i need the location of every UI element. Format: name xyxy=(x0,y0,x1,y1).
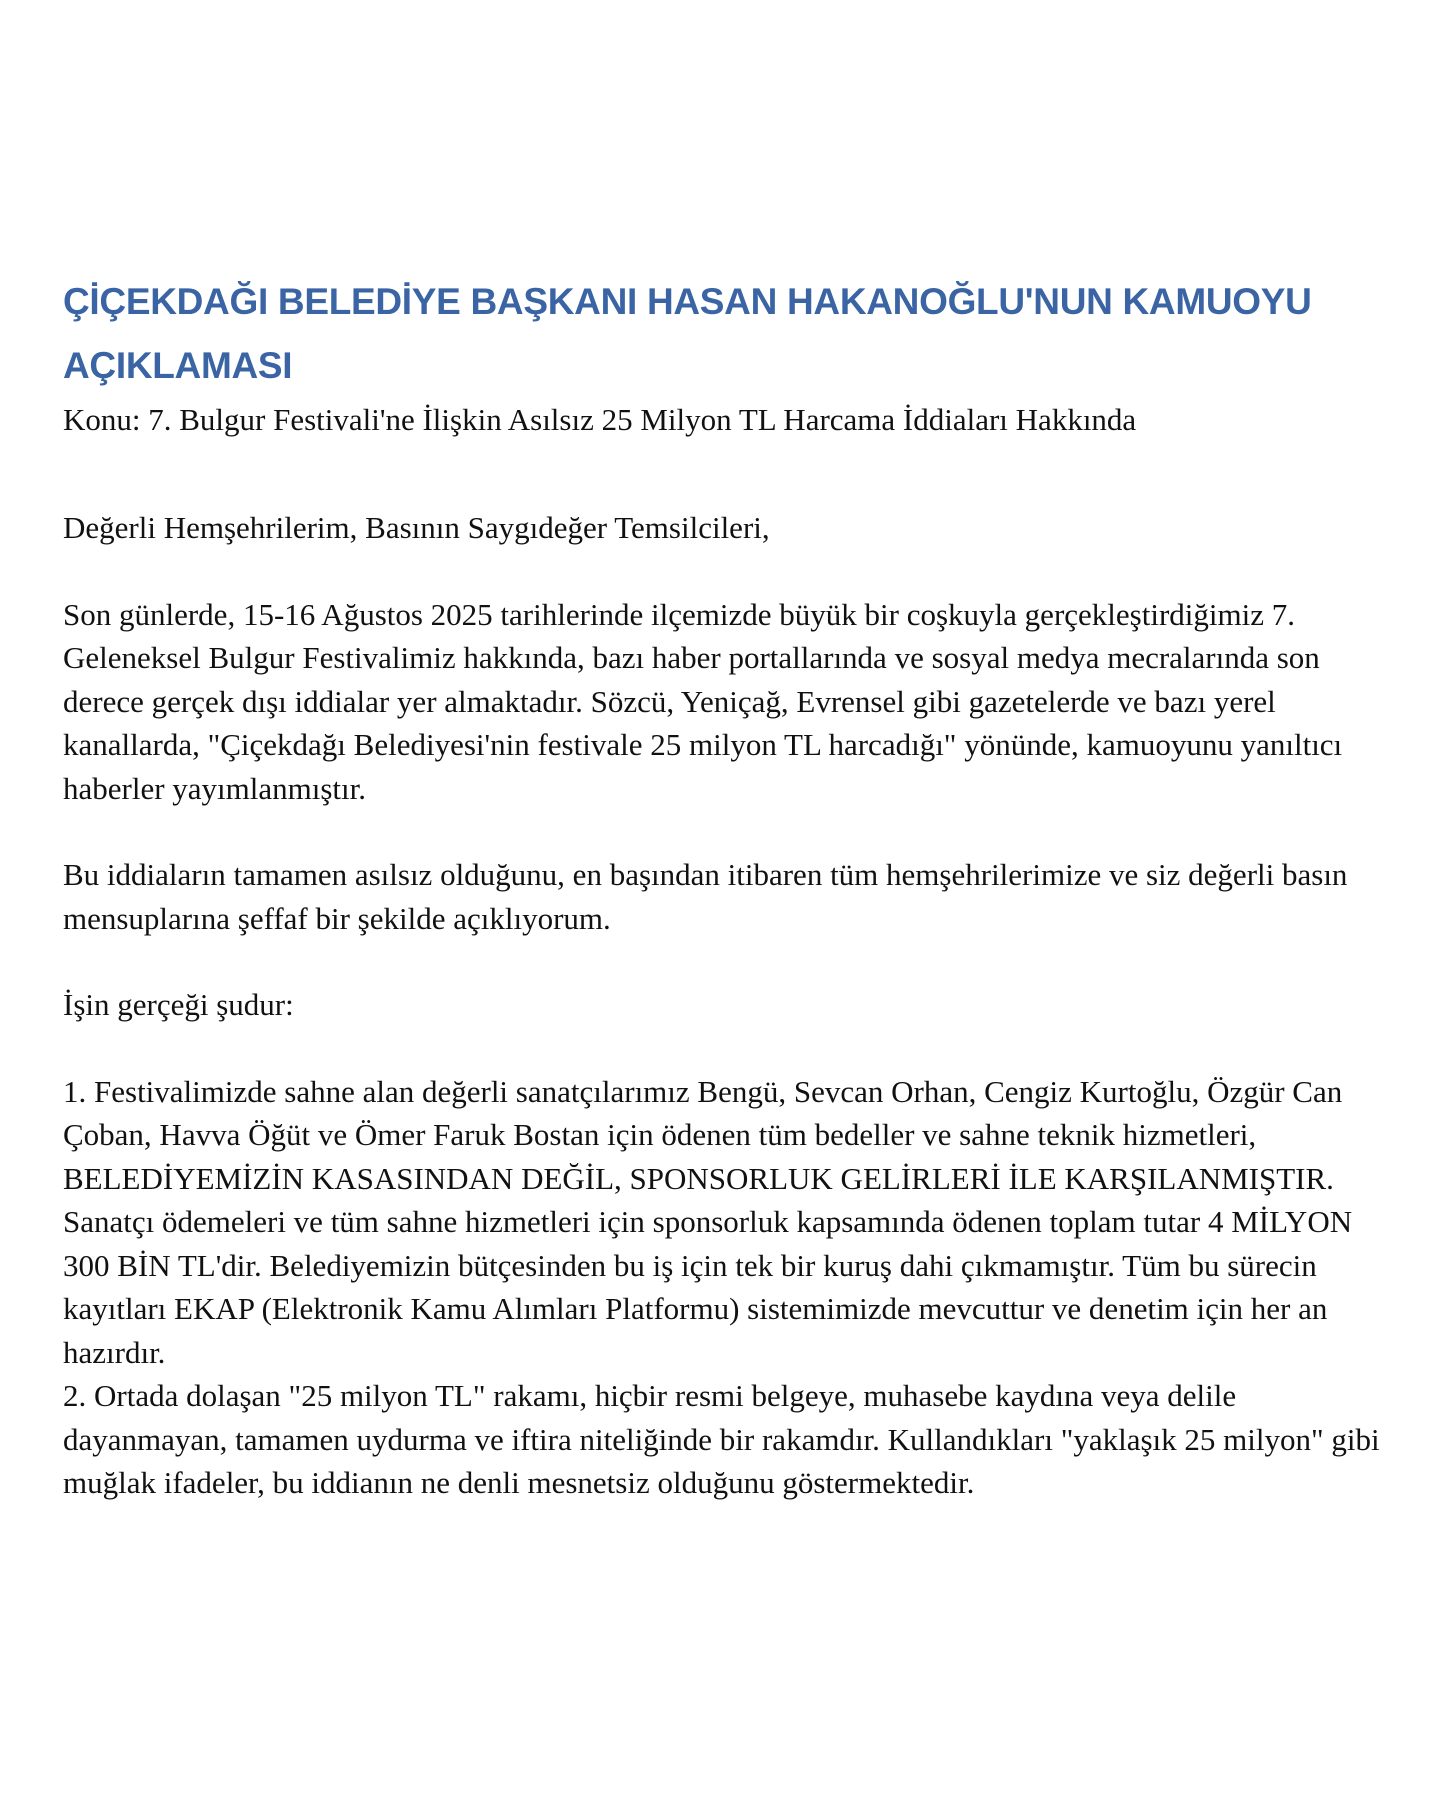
greeting: Değerli Hemşehrilerim, Basının Saygıdeğer Temsilcileri, xyxy=(63,510,770,545)
list-item-1: 1. Festivalimizde sahne alan değerli sanatçılarımız Bengü, Sevcan Orhan, Cengiz Kurtoğlu, Özgür Can Çoban, Havva Öğüt ve Ömer Faruk Bostan için ödenen tüm bedeller ve sahne teknik hizmetleri, BELEDİYEMİZİN KASASINDAN DEĞİL, SPONSORLUK GELİRLERİ İLE KARŞILANMIŞTIR. Sanatçı ödemeleri ve tüm sahne hizmetleri için sponsorluk kapsamında ödenen toplam tutar 4 MİLYON 300 BİN TL'dir. Belediyemizin bütçesinden bu iş için tek bir kuruş dahi çıkmamıştır. Tüm bu sürecin kayıtları EKAP (Elektronik Kamu Alımları Platformu) sistemimizde mevcuttur ve denetim için her an hazırdır. xyxy=(63,1073,1353,1370)
paragraph-2: Bu iddiaların tamamen asılsız olduğunu, en başından itibaren tüm hemşehrilerimize ve siz değerli basın mensuplarına şeffaf bir şekilde açıklıyorum. xyxy=(63,857,1348,936)
statement-document xyxy=(63,270,1403,1505)
list-item-2: 2. Ortada dolaşan "25 milyon TL" rakamı, hiçbir resmi belgeye, muhasebe kaydına veya delile dayanmayan, tamamen uydurma ve iftira niteliğinde bir rakamdır. Kullandıkları "yaklaşık 25 milyon" gibi muğlak ifadeler, bu iddianın ne denli mesnetsiz olduğunu göstermektedir. xyxy=(63,1378,1380,1500)
paragraph-1: Son günlerde, 15-16 Ağustos 2025 tarihlerinde ilçemizde büyük bir coşkuyla gerçekleştirdiğimiz 7. Geleneksel Bulgur Festivalimiz hakkında, bazı haber portallarında ve sosyal medya mecralarında son derece gerçek dışı iddialar yer almaktadır. Sözcü, Yeniçağ, Evrensel gibi gazetelerde ve bazı yerel kanallarda, "Çiçekdağı Belediyesi'nin festivale 25 milyon TL harcadığı" yönünde, kamuoyunu yanıltıcı haberler yayımlanmıştır. xyxy=(63,596,1343,806)
document-title: ÇİÇEKDAĞI BELEDİYE BAŞKANI HASAN HAKANOĞLU'NUN KAMUOYU AÇIKLAMASI xyxy=(63,281,1312,386)
numbered-list xyxy=(63,1070,1403,1505)
document-subject: Konu: 7. Bulgur Festivali'ne İlişkin Asılsız 25 Milyon TL Harcama İddiaları Hakkında xyxy=(63,402,1137,437)
paragraph-3: İşin gerçeği şudur: xyxy=(63,987,294,1022)
